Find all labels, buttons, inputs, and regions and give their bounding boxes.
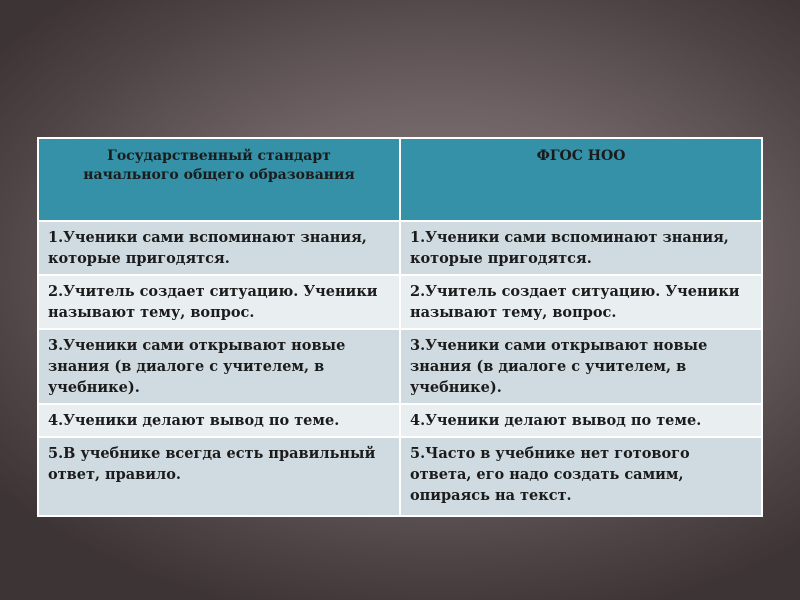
table-row bbox=[38, 404, 762, 437]
cell-fgos: 3.Ученики сами открывают новые знания (в диалоге с учителем, в учебнике). bbox=[400, 329, 762, 404]
header-cell-fgos bbox=[400, 138, 762, 221]
cell-standard: 2.Учитель создает ситуацию. Ученики называют тему, вопрос. bbox=[38, 275, 400, 329]
cell-standard: 3.Ученики сами открывают новые знания (в диалоге с учителем, в учебнике). bbox=[38, 329, 400, 404]
cell-fgos: 5.Часто в учебнике нет готового ответа, его надо создать самим, опираясь на текст. bbox=[400, 437, 762, 516]
comparison-table bbox=[37, 137, 763, 517]
table-row bbox=[38, 221, 762, 275]
table-body bbox=[38, 221, 762, 516]
cell-fgos: 1.Ученики сами вспоминают знания, которые пригодятся. bbox=[400, 221, 762, 275]
header-row bbox=[38, 138, 762, 221]
table-row bbox=[38, 437, 762, 516]
table-row bbox=[38, 275, 762, 329]
header-cell-standard bbox=[38, 138, 400, 221]
header-label-standard: Государственный стандарт начального общего образования bbox=[83, 148, 355, 183]
cell-standard: 5.В учебнике всегда есть правильный ответ, правило. bbox=[38, 437, 400, 516]
table-header bbox=[38, 138, 762, 221]
cell-fgos: 4.Ученики делают вывод по теме. bbox=[400, 404, 762, 437]
cell-standard: 4.Ученики делают вывод по теме. bbox=[38, 404, 400, 437]
header-label-fgos: ФГОС НОО bbox=[536, 148, 626, 164]
cell-standard: 1.Ученики сами вспоминают знания, которые пригодятся. bbox=[38, 221, 400, 275]
cell-fgos: 2.Учитель создает ситуацию. Ученики называют тему, вопрос. bbox=[400, 275, 762, 329]
table-row bbox=[38, 329, 762, 404]
